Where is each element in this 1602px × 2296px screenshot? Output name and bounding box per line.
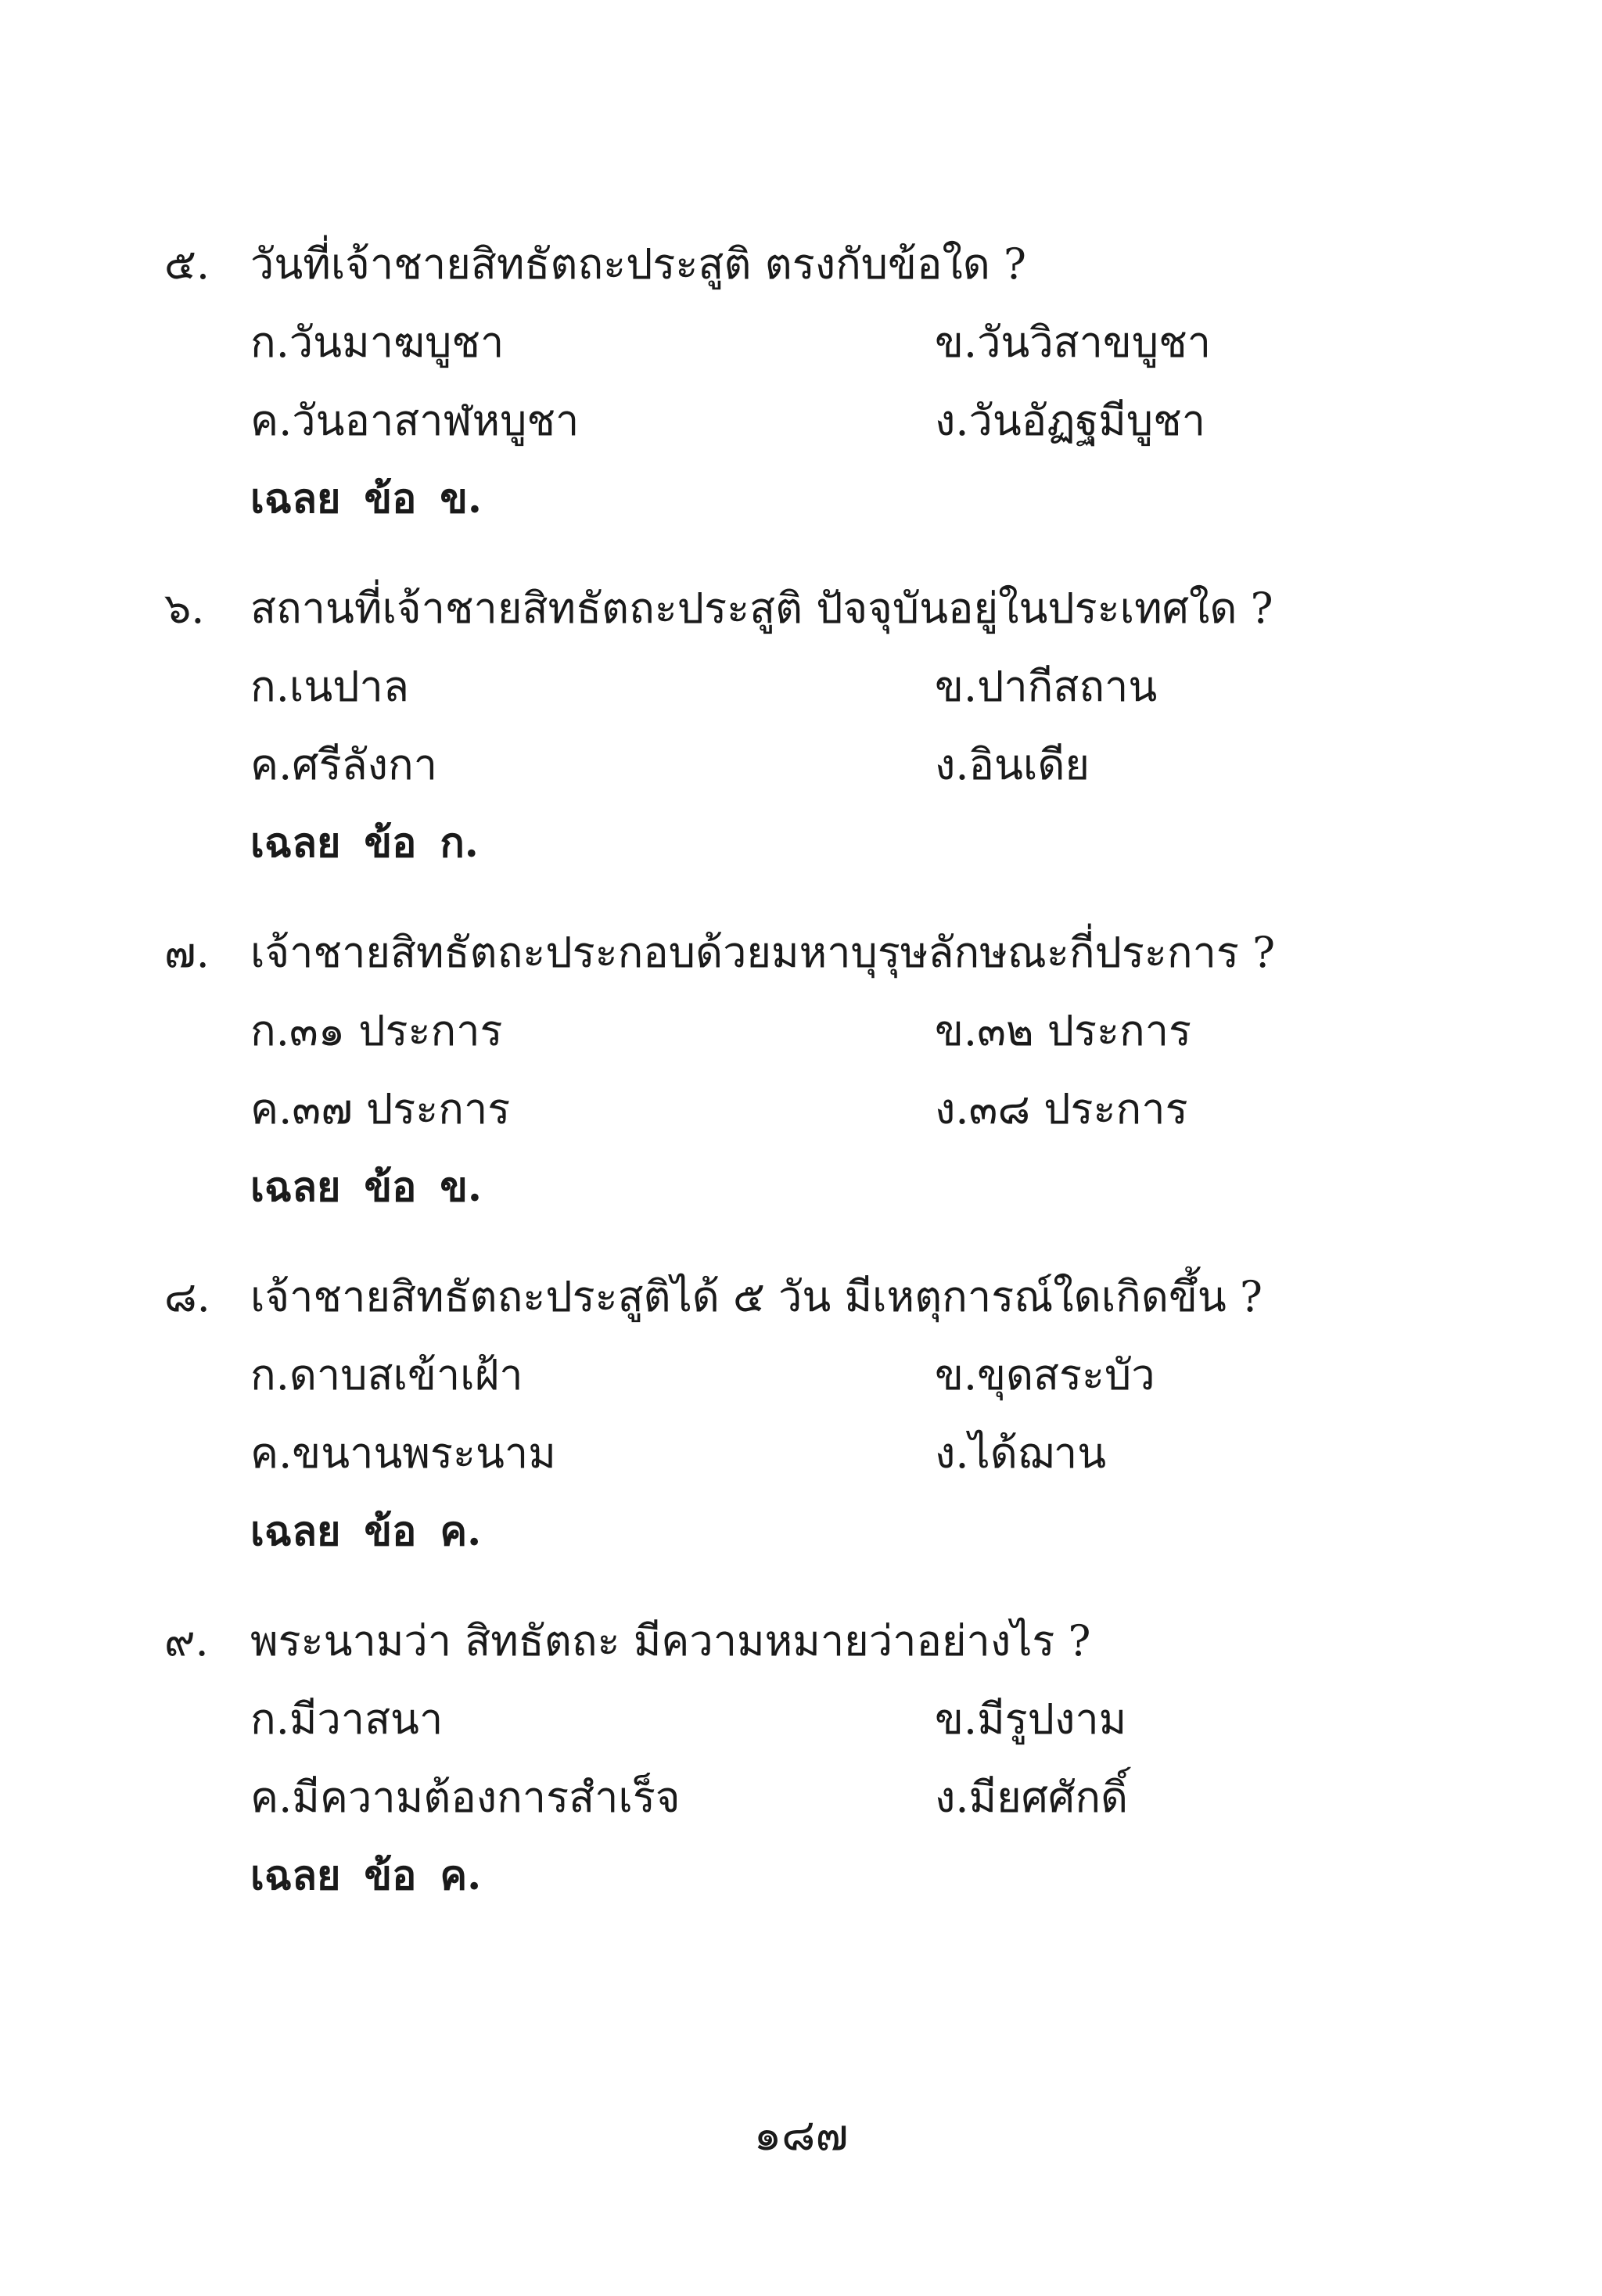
option-d: ง.มียศศักดิ์ xyxy=(935,1773,1129,1822)
question-text: เจ้าชายสิทธัตถะประกอบด้วยมหาบุรุษลักษณะกี่ประการ ? xyxy=(250,928,1276,977)
option-c: ค.ขนานพระนาม xyxy=(250,1428,556,1478)
answer-choice: ก. xyxy=(440,819,479,867)
answer-key xyxy=(250,1500,481,1563)
option-b: ข.ขุดสระบัว xyxy=(935,1350,1155,1400)
answer-label: เฉลย xyxy=(250,1507,341,1555)
question-5 xyxy=(0,233,1602,546)
option-a: ก.เนปาล xyxy=(250,662,409,711)
option-b: ข.๓๒ ประการ xyxy=(935,1006,1192,1055)
option-b: ข.มีรูปงาม xyxy=(935,1694,1127,1744)
answer-word: ข้อ xyxy=(364,475,417,523)
question-9 xyxy=(0,1610,1602,1923)
option-d: ง.ได้ฌาน xyxy=(935,1428,1107,1478)
answer-choice: ข. xyxy=(440,1163,482,1211)
option-b: ข.ปากีสถาน xyxy=(935,662,1158,711)
answer-key xyxy=(250,812,479,875)
answer-choice: ค. xyxy=(440,1852,482,1899)
option-d: ง.อินเดีย xyxy=(935,740,1090,789)
answer-word: ข้อ xyxy=(364,1507,417,1555)
option-a: ก.๓๑ ประการ xyxy=(250,1006,503,1055)
question-text: เจ้าชายสิทธัตถะประสูติได้ ๕ วัน มีเหตุการณ์ใดเกิดขึ้น ? xyxy=(250,1272,1263,1321)
answer-key xyxy=(250,1156,482,1219)
question-number: ๘. xyxy=(164,1272,210,1321)
answer-key xyxy=(250,468,482,530)
question-number: ๗. xyxy=(164,928,210,977)
option-a: ก.ดาบสเข้าเฝ้า xyxy=(250,1350,523,1400)
option-b: ข.วันวิสาขบูชา xyxy=(935,318,1212,367)
option-c: ค.วันอาสาฬหบูชา xyxy=(250,396,580,445)
page-number: ๑๘๗ xyxy=(753,2110,849,2161)
answer-word: ข้อ xyxy=(364,819,417,867)
question-6 xyxy=(0,577,1602,890)
answer-label: เฉลย xyxy=(250,819,341,867)
question-7 xyxy=(0,922,1602,1234)
question-text: พระนามว่า สิทธัตถะ มีความหมายว่าอย่างไร ? xyxy=(250,1616,1091,1665)
answer-word: ข้อ xyxy=(364,1163,417,1211)
answer-key xyxy=(250,1845,481,1907)
answer-choice: ข. xyxy=(440,475,482,523)
answer-word: ข้อ xyxy=(364,1852,417,1899)
option-d: ง.วันอัฏฐมีบูชา xyxy=(935,396,1206,445)
option-c: ค.ศรีลังกา xyxy=(250,740,438,789)
answer-label: เฉลย xyxy=(250,475,341,523)
option-c: ค.๓๗ ประการ xyxy=(250,1084,511,1134)
option-c: ค.มีความต้องการสำเร็จ xyxy=(250,1773,681,1822)
question-number: ๖. xyxy=(164,584,205,633)
question-number: ๕. xyxy=(164,239,210,289)
question-text: สถานที่เจ้าชายสิทธัตถะประสูติ ปัจจุบันอยู่ในประเทศใด ? xyxy=(250,584,1273,633)
answer-label: เฉลย xyxy=(250,1852,341,1899)
option-a: ก.มีวาสนา xyxy=(250,1694,444,1744)
option-d: ง.๓๘ ประการ xyxy=(935,1084,1188,1134)
answer-label: เฉลย xyxy=(250,1163,341,1211)
answer-choice: ค. xyxy=(440,1507,482,1555)
question-number: ๙. xyxy=(164,1616,209,1665)
question-text: วันที่เจ้าชายสิทธัตถะประสูติ ตรงกับข้อใด ? xyxy=(250,239,1026,289)
question-8 xyxy=(0,1266,1602,1579)
option-a: ก.วันมาฆบูชา xyxy=(250,318,505,367)
